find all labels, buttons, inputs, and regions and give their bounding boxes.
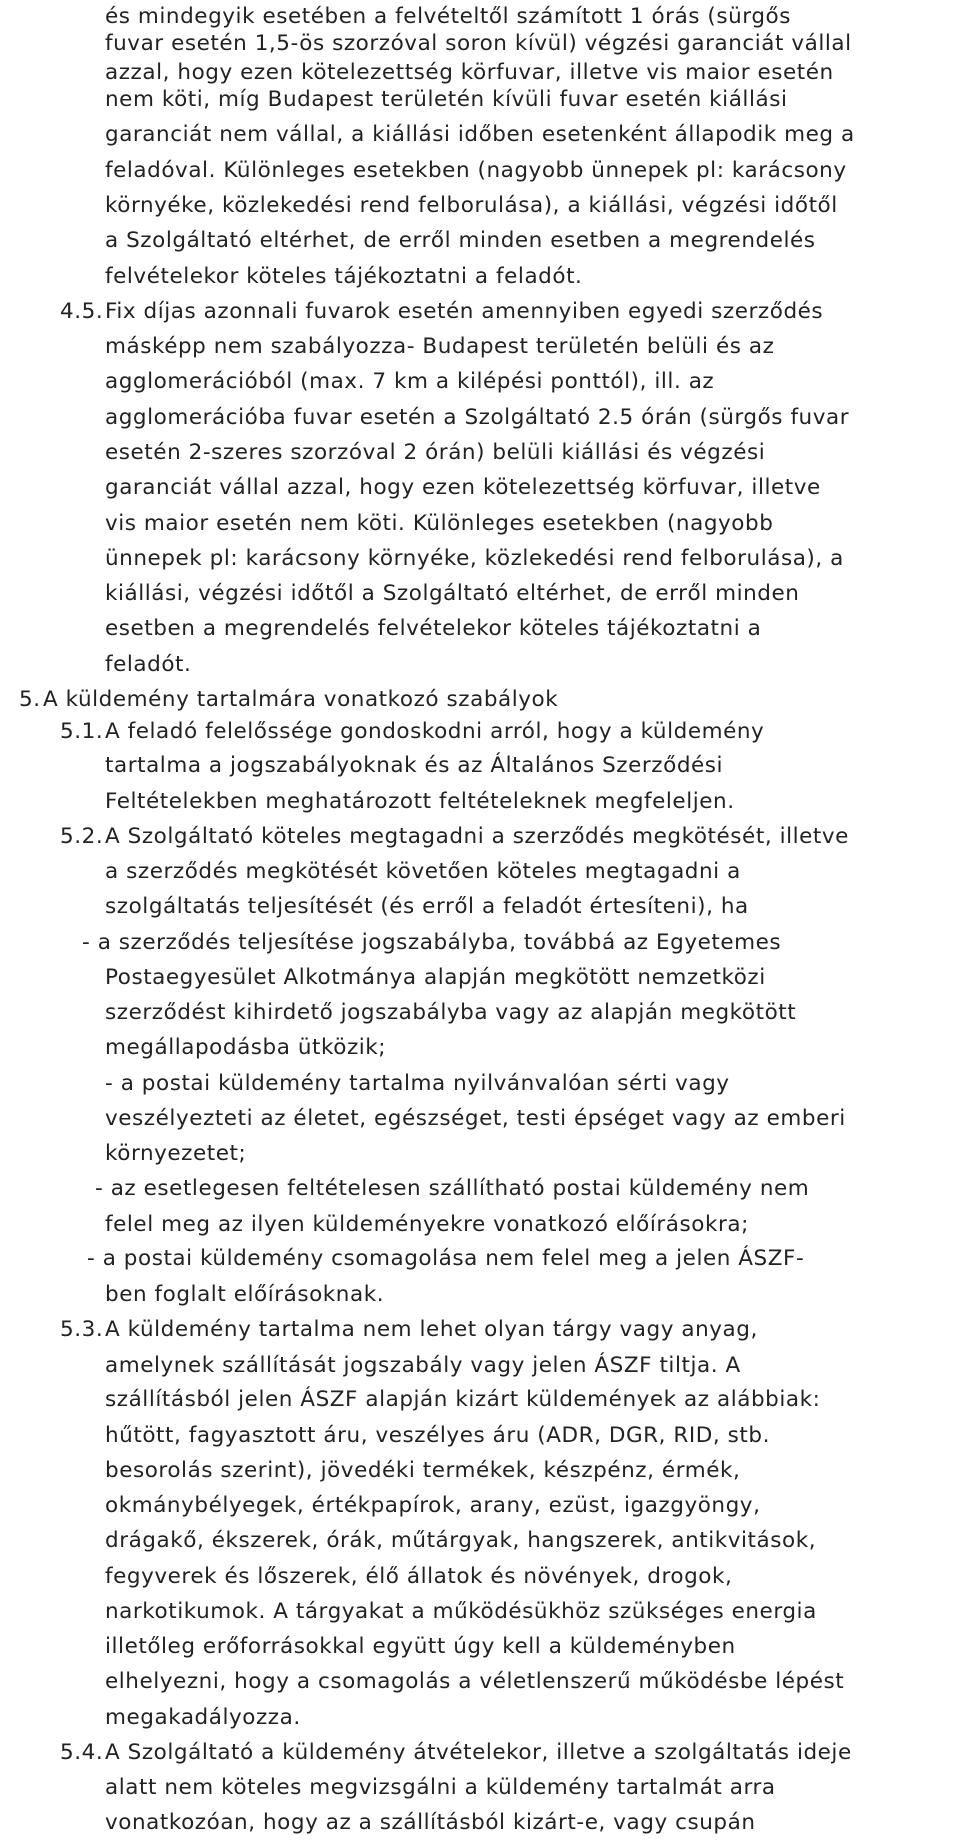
text-line: garanciát nem vállal, a kiállási időben esetenként állapodik meg a [105,122,855,147]
text-line: megakadályozza. [105,1704,301,1730]
list-item: - a postai küldemény tartalma nyilvánvalóan sérti vagy [105,1070,730,1096]
text-line: Fix díjas azonnali fuvarok esetén amennyiben egyedi szerződés [105,298,824,324]
list-item: - a postai küldemény csomagolása nem felel meg a jelen ÁSZF- [87,1246,805,1272]
text-line: hűtött, fagyasztott áru, veszélyes áru (ADR, DGR, RID, stb. [105,1423,770,1448]
text-line: feladóval. Különleges esetekben (nagyobb ünnepek pl: karácsony [105,157,847,183]
text-line: illetőleg erőforrásokkal együtt úgy kell a küldeményben [105,1634,736,1660]
text-line: ünnepek pl: karácsony környéke, közlekedési rend felborulása), a [105,545,844,571]
text-line: nem köti, míg Budapest területén kívüli fuvar esetén kiállási [105,87,788,113]
text-line: felel meg az ilyen küldeményekre vonatkozó előírásokra; [105,1211,749,1237]
text-line: kiállási, végzési időtől a Szolgáltató eltérhet, de erről minden [105,581,800,607]
text-line: Postaegyesület Alkotmánya alapján megkötött nemzetközi [105,964,766,990]
text-line: elhelyezni, hogy a csomagolás a véletlenszerű működésbe lépést [105,1669,845,1695]
text-line: fegyverek és lőszerek, élő állatok és növények, drogok, [105,1563,733,1589]
section-number: 5.3. [60,1316,104,1342]
text-line: szolgáltatás teljesítését (és erről a feladót értesíteni), ha [105,894,749,920]
section-number: 4.5. [60,298,104,324]
text-line: megállapodásba ütközik; [105,1035,387,1061]
text-line: szerződést kihirdető jogszabályba vagy az alapján megkötött [105,1000,797,1026]
list-item: - a szerződés teljesítése jogszabályba, továbbá az Egyetemes [82,929,782,955]
text-line: garanciát vállal azzal, hogy ezen kötelezettség körfuvar, illetve [105,475,821,501]
text-line: drágakő, ékszerek, órák, műtárgyak, hangszerek, antikvitások, [105,1528,817,1554]
text-line: esetben a megrendelés felvételekor köteles tájékoztatni a [105,616,762,642]
text-line: A feladó felelőssége gondoskodni arról, hogy a küldemény [105,718,765,744]
text-line: a Szolgáltató eltérhet, de erről minden esetben a megrendelés [105,228,816,254]
text-line: és mindegyik esetében a felvételtől számított 1 órás (sürgős [105,4,791,29]
text-line: azzal, hogy ezen kötelezettség körfuvar, illetve vis maior esetén [105,59,834,85]
text-line: feladót. [105,651,192,677]
text-line: a szerződés megkötését követően köteles megtagadni a [105,859,741,885]
text-line: Feltételekben meghatározott feltételeknek megfeleljen. [105,789,735,814]
text-line: esetén 2-szeres szorzóval 2 órán) belüli kiállási és végzési [105,440,766,466]
text-line: alatt nem köteles megvizsgálni a küldemény tartalmát arra [105,1775,776,1801]
text-line: narkotikumok. A tárgyakat a működésükhöz szükséges energia [105,1598,817,1624]
section-number: 5. [19,686,41,712]
text-line: veszélyezteti az életet, egészséget, testi épséget vagy az emberi [105,1105,846,1131]
text-line: tartalma a jogszabályoknak és az Általános Szerződési [105,753,724,779]
text-line: agglomerációba fuvar esetén a Szolgáltató 2.5 órán (sürgős fuvar [105,404,850,430]
text-line: környezetet; [105,1141,247,1167]
text-line: vonatkozóan, hogy az a szállításból kizárt-e, vagy csupán [105,1810,756,1835]
section-heading: A küldemény tartalmára vonatkozó szabályok [43,686,559,712]
text-line: szállításból jelen ÁSZF alapján kizárt küldemények az alábbiak: [105,1387,821,1413]
text-line: A küldemény tartalma nem lehet olyan tárgy vagy anyag, [105,1316,758,1342]
text-line: vis maior esetén nem köti. Különleges esetekben (nagyobb [105,510,774,536]
text-line: fuvar esetén 1,5-ös szorzóval soron kívül) végzési garanciát vállal [105,31,852,57]
list-item: - az esetlegesen feltételesen szállítható postai küldemény nem [95,1176,810,1201]
section-number: 5.4. [60,1739,104,1765]
section-number: 5.1. [60,718,104,744]
text-line: felvételekor köteles tájékoztatni a feladót. [105,263,583,289]
text-line: környéke, közlekedési rend felborulása), a kiállási, végzési időtől [105,193,838,219]
text-line: besorolás szerint), jövedéki termékek, készpénz, érmék, [105,1457,741,1483]
text-line: ben foglalt előírásoknak. [105,1282,385,1308]
text-line: A Szolgáltató a küldemény átvételekor, illetve a szolgáltatás ideje [105,1739,852,1765]
text-line: másképp nem szabályozza- Budapest területén belüli és az [105,334,775,360]
text-line: A Szolgáltató köteles megtagadni a szerződés megkötését, illetve [105,823,849,849]
section-number: 5.2. [60,823,104,849]
text-line: amelynek szállítását jogszabály vagy jelen ÁSZF tiltja. A [105,1352,741,1378]
text-line: okmánybélyegek, értékpapírok, arany, ezüst, igazgyöngy, [105,1493,761,1519]
text-line: agglomerációból (max. 7 km a kilépési ponttól), ill. az [105,369,715,394]
